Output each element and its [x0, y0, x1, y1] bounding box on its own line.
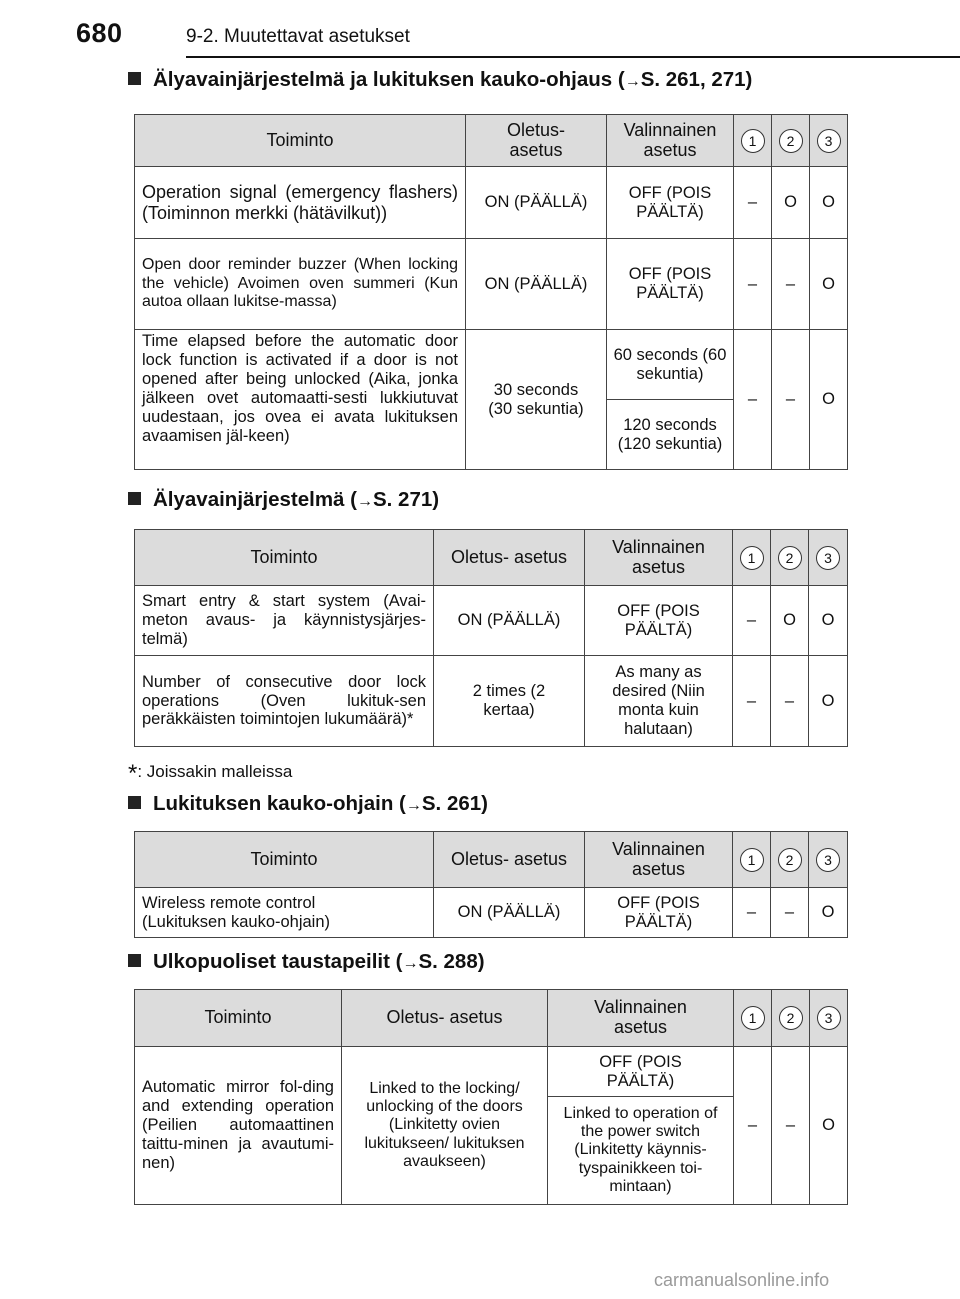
- mark-cell-2: –: [772, 330, 810, 470]
- col-header-1: [734, 115, 772, 167]
- footnote: [128, 760, 292, 788]
- col-header-optional: Valinnainen asetus: [585, 530, 733, 586]
- section-title-3: [128, 792, 488, 816]
- footnote-mark: *: [128, 760, 138, 787]
- arrow-icon: →: [356, 493, 373, 510]
- footnote-text: : Joissakin malleissa: [137, 762, 293, 781]
- section-title-text: Ulkopuoliset taustapeilit (: [153, 950, 403, 973]
- circled-3-icon: 3: [817, 1006, 841, 1030]
- square-bullet-icon: [128, 796, 141, 809]
- function-cell: Number of consecutive door lock operations (Oven lukituk-sen peräkkäisten toimintojen lukumäärä)*: [135, 656, 434, 747]
- optional-cell: OFF (POIS PÄÄLTÄ): [585, 586, 733, 656]
- default-cell: ON (PÄÄLLÄ): [466, 239, 607, 330]
- col-header-default: Oletus- asetus: [434, 832, 585, 888]
- col-header-optional: Valinnainen asetus: [585, 832, 733, 888]
- mark-cell-1: –: [734, 167, 772, 239]
- mark-cell-3: O: [810, 1047, 848, 1205]
- table-row: [135, 1047, 848, 1097]
- optional-cell: OFF (POIS PÄÄLTÄ): [585, 888, 733, 938]
- col-header-1: [733, 832, 771, 888]
- square-bullet-icon: [128, 492, 141, 505]
- col-header-default: Oletus- asetus: [466, 115, 607, 167]
- circled-1-icon: 1: [741, 129, 765, 153]
- optional-cell: OFF (POIS PÄÄLTÄ): [607, 167, 734, 239]
- page-link[interactable]: S. 271): [372, 488, 440, 511]
- section-title-text: Lukituksen kauko-ohjain (: [153, 792, 406, 815]
- optional-cell: Linked to operation of the power switch (Linkitetty käynnis-tyspainikkeen toi-mintaan): [548, 1097, 734, 1205]
- default-cell: ON (PÄÄLLÄ): [466, 167, 607, 239]
- table-header-row: [135, 115, 848, 167]
- table-header-row: [135, 530, 848, 586]
- function-cell: Wireless remote control (Lukituksen kauko-ohjain): [135, 888, 434, 938]
- col-header-3: [810, 115, 848, 167]
- col-header-function: Toiminto: [135, 115, 466, 167]
- function-cell: Smart entry & start system (Avai-meton avaus- ja käynnistysjärjes-telmä): [135, 586, 434, 656]
- mark-cell-3: O: [809, 656, 848, 747]
- section-title-1: [128, 68, 752, 92]
- mark-cell-1: –: [734, 239, 772, 330]
- settings-table-4: [134, 989, 848, 1205]
- mark-cell-3: O: [810, 239, 848, 330]
- section-title-text: Älyavainjärjestelmä ja lukituksen kauko-ohjaus (: [153, 68, 625, 91]
- mark-cell-1: –: [733, 656, 771, 747]
- circled-2-icon: 2: [779, 1006, 803, 1030]
- col-header-optional: Valinnainen asetus: [548, 990, 734, 1047]
- default-cell: Linked to the locking/ unlocking of the doors (Linkitetty ovien lukitukseen/ lukituksen avaukseen): [342, 1047, 548, 1205]
- mark-cell-2: –: [771, 888, 809, 938]
- table-row: [135, 239, 848, 330]
- arrow-icon: →: [624, 73, 641, 90]
- col-header-default: Oletus- asetus: [434, 530, 585, 586]
- page-link[interactable]: S. 261): [421, 792, 488, 815]
- section-title-text: Älyavainjärjestelmä (: [153, 488, 357, 511]
- settings-table-2: [134, 529, 848, 747]
- col-header-optional: Valinnainen asetus: [607, 115, 734, 167]
- optional-cell: As many as desired (Niin monta kuin halutaan): [585, 656, 733, 747]
- section-title-2: [128, 488, 439, 512]
- col-header-function: Toiminto: [135, 990, 342, 1047]
- col-header-2: [772, 115, 810, 167]
- table-row: [135, 656, 848, 747]
- col-header-3: [809, 530, 848, 586]
- table-header-row: [135, 990, 848, 1047]
- watermark: carmanualsonline.info: [654, 1270, 830, 1290]
- mark-cell-2: O: [771, 586, 809, 656]
- mark-cell-2: –: [772, 239, 810, 330]
- circled-1-icon: 1: [741, 1006, 765, 1030]
- page-header: [0, 0, 960, 60]
- optional-cell: 120 seconds (120 sekuntia): [607, 400, 734, 470]
- default-cell: ON (PÄÄLLÄ): [434, 888, 585, 938]
- col-header-2: [771, 530, 809, 586]
- page-link[interactable]: S. 261, 271): [640, 68, 753, 91]
- mark-cell-1: –: [733, 888, 771, 938]
- table-row: [135, 586, 848, 656]
- col-header-1: [733, 530, 771, 586]
- section-reference: 9-2. Muutettavat asetukset: [186, 26, 410, 47]
- function-cell: Open door reminder buzzer (When locking the vehicle) Avoimen oven summeri (Kun autoa ollaan lukitse-massa): [135, 239, 466, 330]
- header-rule: [186, 56, 960, 58]
- circled-1-icon: 1: [740, 546, 764, 570]
- mark-cell-3: O: [809, 586, 848, 656]
- function-cell: Time elapsed before the automatic door lock function is activated if a door is not opened after being unlocked (Aika, jonka jälkeen ovet automaatti-sesti lukkiutuvat uudestaan, jos ovea ei avata lukituksen avaamisen jäl-keen): [135, 330, 466, 470]
- circled-3-icon: 3: [816, 546, 840, 570]
- col-header-1: [734, 990, 772, 1047]
- col-header-2: [771, 832, 809, 888]
- mark-cell-2: O: [772, 167, 810, 239]
- square-bullet-icon: [128, 72, 141, 85]
- function-cell: Operation signal (emergency flashers) (Toiminnon merkki (hätävilkut)): [135, 167, 466, 239]
- circled-2-icon: 2: [778, 546, 802, 570]
- mark-cell-3: O: [810, 330, 848, 470]
- col-header-function: Toiminto: [135, 832, 434, 888]
- page-number: 680: [76, 18, 123, 48]
- section-title-4: [128, 950, 485, 974]
- arrow-icon: →: [405, 797, 422, 814]
- optional-cell: 60 seconds (60 sekuntia): [607, 330, 734, 400]
- mark-cell-2: –: [771, 656, 809, 747]
- default-cell: 2 times (2 kertaa): [434, 656, 585, 747]
- circled-1-icon: 1: [740, 848, 764, 872]
- default-cell: ON (PÄÄLLÄ): [434, 586, 585, 656]
- mark-cell-3: O: [809, 888, 848, 938]
- page-link[interactable]: S. 288): [418, 950, 485, 973]
- optional-cell: OFF (POIS PÄÄLTÄ): [607, 239, 734, 330]
- circled-3-icon: 3: [817, 129, 841, 153]
- col-header-default: Oletus- asetus: [342, 990, 548, 1047]
- default-cell: 30 seconds (30 sekuntia): [466, 330, 607, 470]
- table-row: [135, 888, 848, 938]
- circled-3-icon: 3: [816, 848, 840, 872]
- optional-cell: OFF (POIS PÄÄLTÄ): [548, 1047, 734, 1097]
- table-row: [135, 167, 848, 239]
- col-header-3: [809, 832, 848, 888]
- col-header-2: [772, 990, 810, 1047]
- settings-table-1: [134, 114, 848, 470]
- circled-2-icon: 2: [779, 129, 803, 153]
- col-header-3: [810, 990, 848, 1047]
- circled-2-icon: 2: [778, 848, 802, 872]
- mark-cell-3: O: [810, 167, 848, 239]
- square-bullet-icon: [128, 954, 141, 967]
- mark-cell-2: –: [772, 1047, 810, 1205]
- mark-cell-1: –: [734, 1047, 772, 1205]
- col-header-function: Toiminto: [135, 530, 434, 586]
- table-header-row: [135, 832, 848, 888]
- settings-table-3: [134, 831, 848, 938]
- mark-cell-1: –: [734, 330, 772, 470]
- mark-cell-1: –: [733, 586, 771, 656]
- table-row: [135, 330, 848, 400]
- function-cell: Automatic mirror fol-ding and extending operation (Peilien automaattinen taittu-minen ja avautumi-nen): [135, 1047, 342, 1205]
- arrow-icon: →: [402, 955, 419, 972]
